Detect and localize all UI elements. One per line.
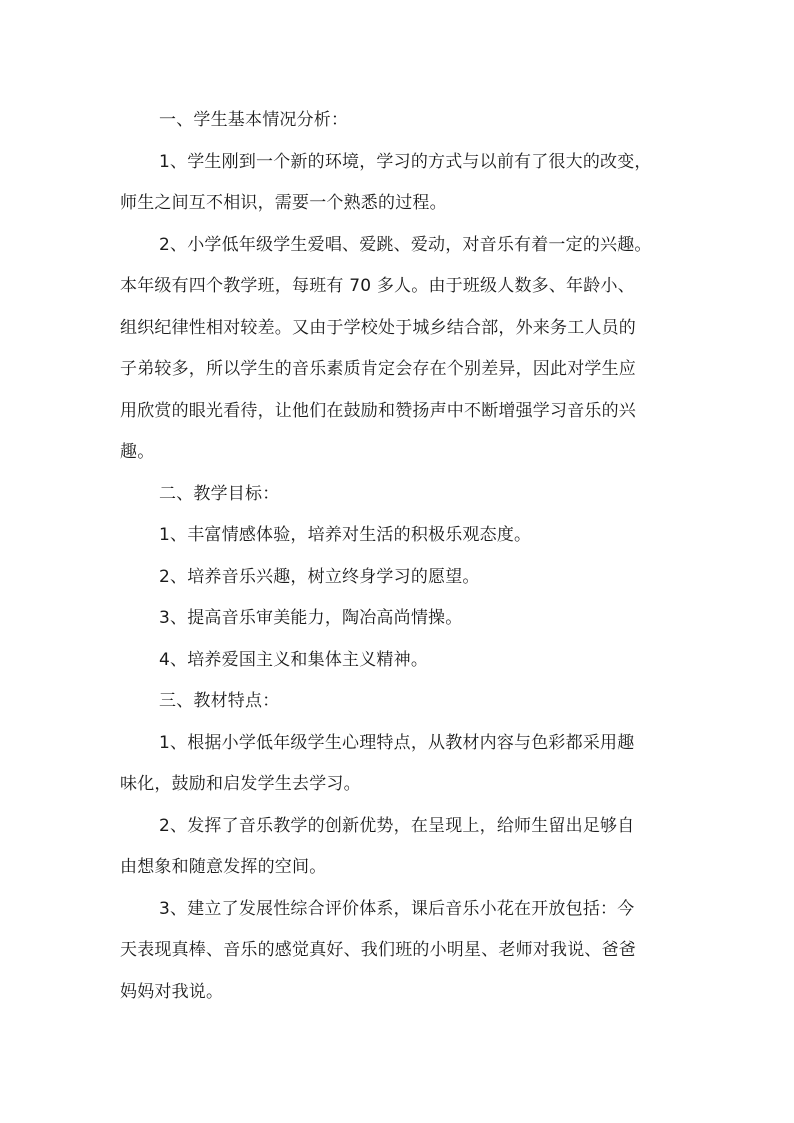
list-item: 2、培养音乐兴趣，树立终身学习的愿望。 (159, 567, 480, 587)
paragraph-line: 1、学生刚到一个新的环境，学习的方式与以前有了很大的改变， (159, 152, 652, 172)
paragraph-line: 组织纪律性相对较差。又由于学校处于城乡结合部，外来务工人员的 (120, 318, 636, 338)
paragraph-line: 1、根据小学低年级学生心理特点，从教材内容与色彩都采用趣 (159, 733, 635, 753)
list-item: 1、丰富情感体验，培养对生活的积极乐观态度。 (159, 525, 532, 545)
paragraph-line: 妈妈对我说。 (120, 982, 224, 1002)
paragraph-line: 用欣赏的眼光看待，让他们在鼓励和赞扬声中不断增强学习音乐的兴 (120, 401, 636, 421)
paragraph-line: 师生之间互不相识，需要一个熟悉的过程。 (120, 193, 447, 213)
paragraph-line: 味化，鼓励和启发学生去学习。 (120, 774, 361, 794)
paragraph-line: 子弟较多，所以学生的音乐素质肯定会存在个别差异，因此对学生应 (120, 359, 636, 379)
paragraph-line: 2、小学低年级学生爱唱、爱跳、爱动，对音乐有着一定的兴趣。 (159, 235, 652, 255)
paragraph-line: 趣。 (120, 442, 155, 462)
paragraph-line: 天表现真棒、音乐的感觉真好、我们班的小明星、老师对我说、爸爸 (120, 940, 636, 960)
section-heading-student-analysis: 一、学生基本情况分析： (159, 110, 349, 130)
paragraph-line: 本年级有四个教学班，每班有 70 多人。由于班级人数多、年龄小、 (120, 276, 635, 296)
section-heading-teaching-goals: 二、教学目标： (159, 484, 280, 504)
list-item: 4、培养爱国主义和集体主义精神。 (159, 650, 429, 670)
section-heading-textbook-features: 三、教材特点： (159, 691, 280, 711)
paragraph-line: 3、建立了发展性综合评价体系，课后音乐小花在开放包括：今 (159, 899, 635, 919)
paragraph-line: 2、发挥了音乐教学的创新优势，在呈现上，给师生留出足够自 (159, 816, 635, 836)
list-item: 3、提高音乐审美能力，陶冶高尚情操。 (159, 608, 463, 628)
paragraph-line: 由想象和随意发挥的空间。 (120, 857, 327, 877)
